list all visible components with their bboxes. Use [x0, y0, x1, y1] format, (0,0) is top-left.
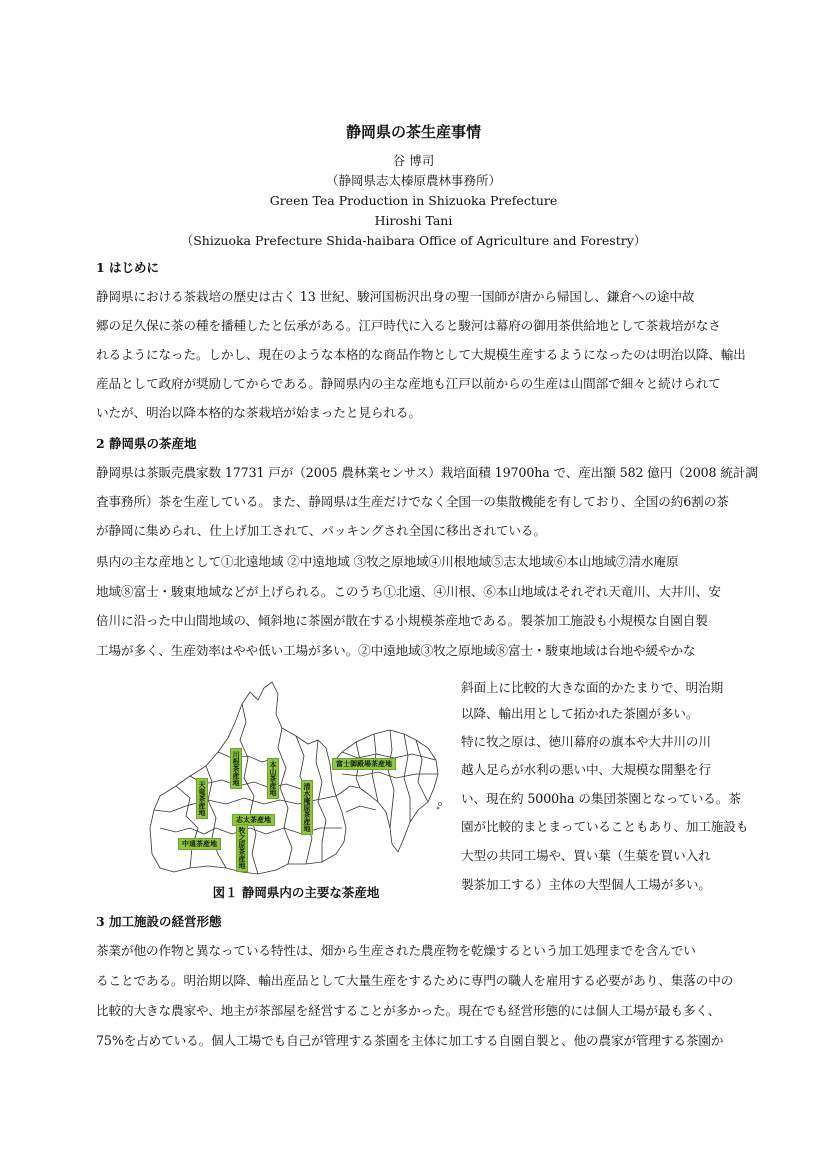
paragraph-line: 静岡県における茶栽培の歴史は古く 13 世紀、駿河国栃沢出身の聖一国師が唐から帰国し、鎌倉への途中故 — [96, 289, 695, 304]
paragraph-line: 比較的大きな農家や、地主が茶部屋を経営することが多かった。現在でも経営形態的には個人工場が最も多く、 — [96, 1003, 721, 1018]
side-paragraph-line: 斜面上に比較的大きな面的かたまりで、明治期 — [461, 680, 724, 695]
side-paragraph-line: 大型の共同工場や、買い葉（生葉を買い入れ — [461, 848, 711, 863]
paragraph-line: 75%を占めている。個人工場でも自己が管理する茶園を主体に加工する自園自製と、他の農家が管理する茶園か — [96, 1033, 724, 1048]
region-label-fuji: 富士御殿場茶産地 — [332, 758, 396, 770]
region-label-honyama: 本山茶産地 — [267, 758, 279, 799]
paragraph-line: 査事務所）茶を生産している。また、静岡県は生産だけでなく全国一の集散機能を有しており、全国の約6割の茶 — [96, 494, 729, 509]
region-label-shimizu: 清水庵原茶産地 — [301, 780, 313, 835]
paragraph-line: いたが、明治以降本格的な茶栽培が始まったと見られる。 — [96, 405, 421, 420]
paper-title: 静岡県の茶生産事情 — [345, 123, 481, 141]
author-jp: 谷 博司 — [392, 153, 435, 168]
region-label-shida: 志太茶産地 — [232, 814, 275, 826]
region-label-makinohara: 牧之原茶産地 — [236, 824, 248, 872]
affiliation-en: （Shizuoka Prefecture Shida-haibara Office of Agriculture and Forestry） — [180, 233, 647, 248]
region-label-tenryu: 天竜茶産地 — [196, 778, 208, 819]
paragraph-line: 工場が多く、生産効率はやや低い工場が多い。②中遠地域③牧之原地域⑧富士・駿東地域は台地や緩やかな — [96, 643, 696, 658]
paragraph-line: 地域⑧富士・駿東地域などが上げられる。このうち①北遠、④川根、⑥本山地域はそれぞれ天竜川、大井川、安 — [96, 584, 721, 599]
paragraph-line: が静岡に集められ、仕上げ加工されて、パッキングされ全国に移出されている。 — [96, 523, 546, 538]
region-label-kawane: 川根茶産地 — [230, 748, 242, 789]
paragraph-line: 静岡県は茶販売農家数 17731 戸が（2005 農林業センサス）栽培面積 19700ha で、産出額 582 億円（2008 統計調 — [96, 465, 758, 480]
side-paragraph-line: 特に牧之原は、徳川幕府の旗本や大井川の川 — [461, 734, 711, 749]
figure-caption: 図１ 静岡県内の主要な茶産地 — [212, 885, 380, 900]
paragraph-line: 倍川に沿った中山間地域の、傾斜地に茶園が散在する小規模茶産地である。製茶加工施設も小規模な自園自製 — [96, 613, 708, 628]
section-heading-3: 3 加工施設の経営形態 — [96, 914, 222, 929]
paragraph-line: 郷の足久保に茶の種を播種したと伝承がある。江戸時代に入ると駿河は幕府の御用茶供給地として茶栽培がなさ — [96, 318, 721, 333]
title-en: Green Tea Production in Shizuoka Prefecture — [269, 193, 558, 208]
section-heading-1: 1 はじめに — [96, 260, 160, 275]
author-en: Hiroshi Tani — [374, 213, 453, 228]
paragraph-line: 産品として政府が奨励してからである。静岡県内の主な産地も江戸以前からの生産は山間部で細々と続けられて — [96, 376, 721, 391]
side-paragraph-line: い、現在約 5000ha の集団茶園となっている。茶 — [461, 791, 741, 806]
paragraph-line: 県内の主な産地として①北遠地域 ②中遠地域 ③牧之原地域④川根地域⑤志太地域⑥本山地域⑦清水庵原 — [96, 554, 679, 569]
shizuoka-map-outline — [146, 678, 446, 888]
paragraph-line: 茶業が他の作物と異なっている特性は、畑から生産された農産物を乾燥するという加工処理までを含んでい — [96, 943, 696, 958]
paragraph-line: ることである。明治期以降、輸出産品として大量生産をするために専門の職人を雇用する必要があり、集落の中の — [96, 973, 734, 988]
side-paragraph-line: 以降、輸出用として拓かれた茶園が多い。 — [461, 706, 699, 721]
affiliation-jp: （静岡県志太榛原農林事務所） — [325, 173, 501, 188]
side-paragraph-line: 越人足らが水利の悪い中、大規模な開墾を行 — [461, 762, 711, 777]
side-paragraph-line: 製茶加工する）主体の大型個人工場が多い。 — [461, 877, 711, 892]
paragraph-line: れるようになった。しかし、現在のような本格的な商品作物として大規模生産するようになったのは明治以降、輸出 — [96, 347, 746, 362]
side-paragraph-line: 園が比較的まとまっていることもあり、加工施設も — [461, 819, 749, 834]
section-heading-2: 2 静岡県の茶産地 — [96, 436, 197, 451]
region-label-chuen: 中遠茶産地 — [178, 838, 221, 850]
tea-regions-map — [146, 678, 446, 888]
